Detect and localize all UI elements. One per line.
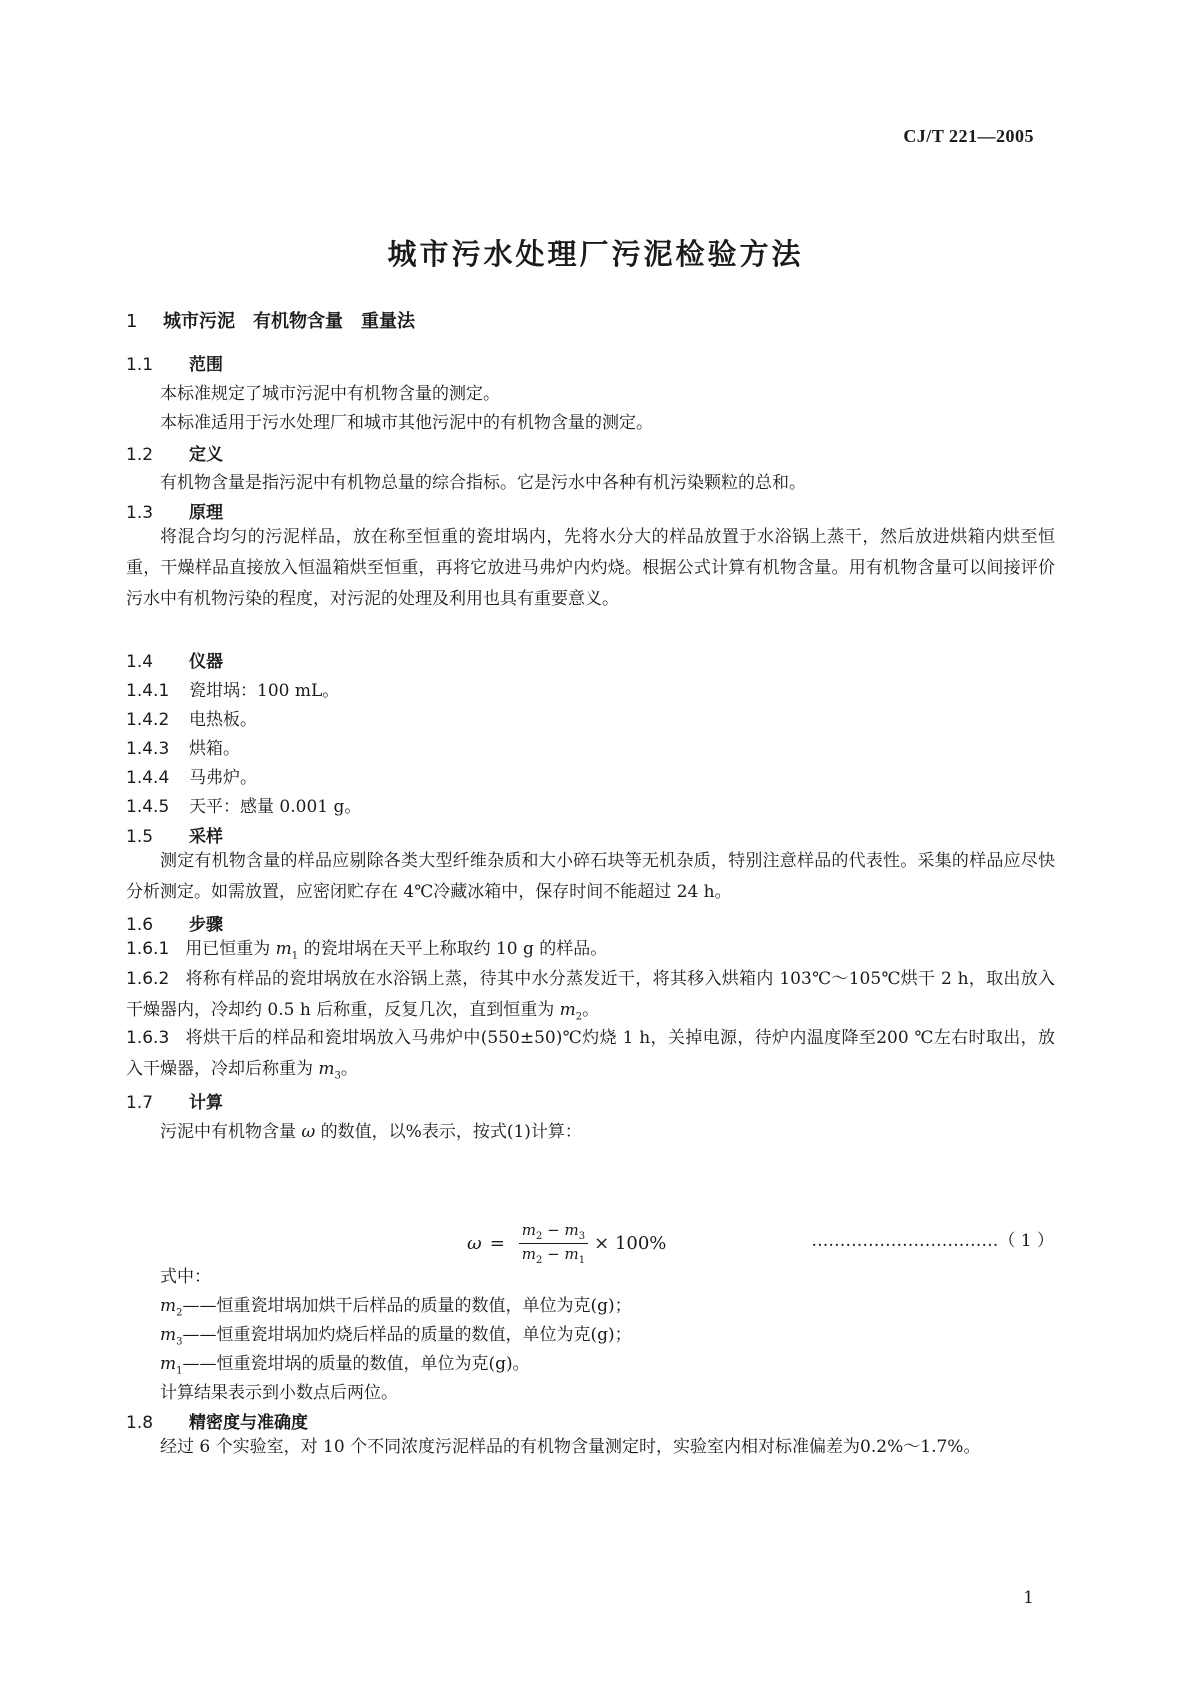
- step-text: 将烘干后的样品和瓷坩埚放入马弗炉中(550±50)℃灼烧 1 h，关掉电源，待炉内温度降至200 ℃左右时取出，放入干燥器，冷却后称重为: [126, 1028, 1055, 1079]
- variable-subscript: 3: [334, 1070, 341, 1082]
- variable: m: [318, 1059, 335, 1079]
- where-label: 式中：: [160, 1267, 211, 1287]
- subsection-title: 原理: [189, 503, 223, 523]
- formula: [467, 1221, 666, 1266]
- item-number: 1.4.3: [126, 739, 170, 759]
- equals-sign: =: [489, 1233, 505, 1254]
- subsection-1-7-heading: [126, 1088, 223, 1113]
- paragraph: 本标准适用于污水处理厂和城市其他污泥中的有机物含量的测定。: [160, 413, 653, 433]
- variable: ω: [301, 1122, 316, 1142]
- section-title: 城市污泥 有机物含量 重量法: [163, 311, 415, 332]
- variable: m: [275, 939, 292, 959]
- item-number: 1.4.4: [126, 768, 170, 788]
- subsection-1-6-heading: [126, 910, 223, 935]
- item-text: 电热板。: [189, 710, 257, 730]
- subsection-1-8-heading: [126, 1408, 308, 1433]
- item-number: 1.4.5: [126, 797, 170, 817]
- equation-number: ……………………………（ 1 ）: [811, 1231, 1054, 1251]
- list-item: [126, 734, 240, 759]
- list-item: [126, 676, 339, 701]
- subsection-title: 精密度与准确度: [189, 1413, 308, 1433]
- step-text: 将称有样品的瓷坩埚放在水浴锅上蒸，待其中水分蒸发近干，将其移入烘箱内 103℃～105℃烘干 2 h，取出放入干燥器内，冷却约 0.5 h 后称重，反复几次，直到恒重为: [126, 969, 1055, 1020]
- subsection-title: 步骤: [189, 915, 223, 935]
- subsection-number: 1.4: [126, 652, 154, 672]
- variable-definition: $m_2——$恒重瓷坩埚加烘干后样品的质量的数值，单位为克(g)；: [160, 1296, 632, 1319]
- text: 的数值，以%表示，按式(1)计算：: [315, 1122, 582, 1142]
- variable-definition: $m_3——$恒重瓷坩埚加灼烧后样品的质量的数值，单位为克(g)；: [160, 1325, 632, 1348]
- formula-lhs: ω: [467, 1233, 482, 1254]
- step-text: 的瓷坩埚在天平上称取约 10 g 的样品。: [298, 939, 608, 959]
- subsection-number: 1.7: [126, 1093, 154, 1113]
- subsection-1-5-heading: [126, 822, 223, 847]
- paragraph: 测定有机物含量的样品应剔除各类大型纤维杂质和大小碎石块等无机杂质，特别注意样品的代表性。采集的样品应尽快分析测定。如需放置，应密闭贮存在 4℃冷藏冰箱中，保存时间不能超过 24 h。: [126, 851, 1055, 902]
- subsection-1-2-heading: [126, 440, 223, 465]
- subsection-1-4-heading: [126, 647, 223, 672]
- item-number: 1.6.3: [126, 1028, 170, 1048]
- list-item: [126, 705, 257, 730]
- subsection-title: 计算: [189, 1093, 223, 1113]
- subsection-number: 1.2: [126, 445, 154, 465]
- item-text: 天平：感量 0.001 g。: [189, 797, 362, 817]
- list-item: [126, 792, 361, 817]
- item-text: 马弗炉。: [189, 768, 257, 788]
- step-text: 。: [582, 1000, 600, 1020]
- paragraph: 经过 6 个实验室，对 10 个不同浓度污泥样品的有机物含量测定时，实验室内相对标准偏差为0.2%～1.7%。: [160, 1437, 981, 1457]
- page-number: 1: [1023, 1588, 1034, 1608]
- document-title: 城市污水处理厂污泥检验方法: [387, 237, 804, 271]
- subsection-number: 1.3: [126, 503, 154, 523]
- variable-subscript: 1: [291, 950, 299, 962]
- fraction-numerator: $m_2 - m_3$: [519, 1221, 588, 1244]
- result-note: 计算结果表示到小数点后两位。: [160, 1383, 398, 1403]
- variable: m: [559, 1000, 576, 1020]
- item-number: 1.4.2: [126, 710, 170, 730]
- item-text: 瓷坩埚：100 mL。: [189, 681, 340, 701]
- paragraph: 本标准规定了城市污泥中有机物含量的测定。: [160, 384, 500, 404]
- section-1-heading: [126, 307, 415, 333]
- paragraph: 将混合均匀的污泥样品，放在称至恒重的瓷坩埚内，先将水分大的样品放置于水浴锅上蒸干，然后放进烘箱内烘至恒重，干燥样品直接放入恒温箱烘至恒重，再将它放进马弗炉内灼烧。根据公式计算有机物含量。用有机物含量可以间接评价污水中有机物污染的程度，对污泥的处理及利用也具有重要意义。: [126, 527, 1055, 609]
- formula-multiplier: × 100%: [594, 1233, 667, 1254]
- step-text: 用已恒重为: [185, 939, 276, 959]
- calculation-intro: [160, 1117, 582, 1142]
- item-number: 1.6.1: [126, 939, 170, 959]
- subsection-title: 范围: [189, 355, 223, 375]
- step-1-6-3: [126, 1023, 1055, 1091]
- variable-definition: $m_1——$恒重瓷坩埚的质量的数值，单位为克(g)。: [160, 1354, 530, 1377]
- text: 污泥中有机物含量: [160, 1122, 302, 1142]
- item-number: 1.4.1: [126, 681, 170, 701]
- subsection-number: 1.1: [126, 355, 154, 375]
- subsection-title: 采样: [189, 827, 223, 847]
- paragraph: 有机物含量是指污泥中有机物总量的综合指标。它是污水中各种有机污染颗粒的总和。: [160, 473, 806, 493]
- subsection-1-1-heading: [126, 350, 223, 375]
- standard-code: CJ/T 221—2005: [903, 126, 1034, 146]
- section-number: 1: [126, 311, 138, 332]
- item-number: 1.6.2: [126, 969, 170, 989]
- step-text: 。: [340, 1059, 358, 1079]
- subsection-number: 1.8: [126, 1413, 154, 1433]
- subsection-title: 定义: [189, 445, 223, 465]
- fraction: [519, 1221, 588, 1266]
- subsection-title: 仪器: [189, 652, 223, 672]
- subsection-1-3-heading: [126, 498, 223, 523]
- variable-subscript: 2: [575, 1011, 583, 1023]
- subsection-number: 1.6: [126, 915, 154, 935]
- subsection-number: 1.5: [126, 827, 154, 847]
- list-item: [126, 763, 257, 788]
- fraction-denominator: $m_2 - m_1$: [521, 1245, 586, 1266]
- item-text: 烘箱。: [189, 739, 240, 759]
